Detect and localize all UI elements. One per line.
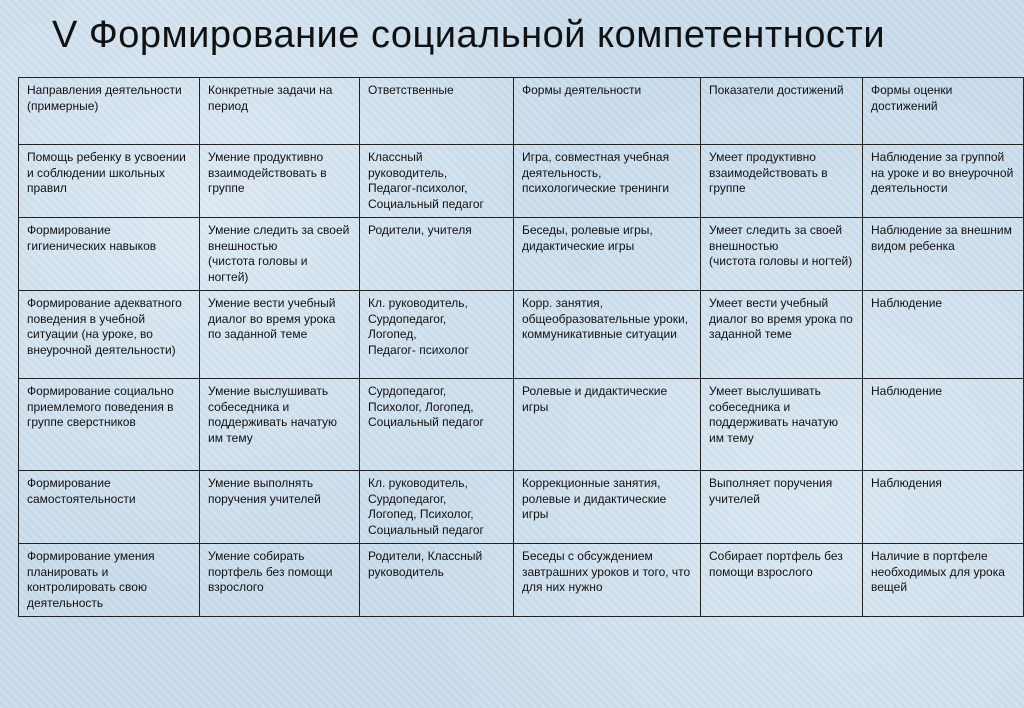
header-cell: Конкретные задачи на период: [200, 78, 360, 145]
table-cell: Наблюдения: [863, 471, 1024, 544]
table-header-row: [19, 78, 1024, 145]
table-cell: Умеет следить за своей внешностью (чистота головы и ногтей): [701, 218, 863, 291]
competence-table: [18, 77, 1024, 617]
table-cell: Формирование самостоятельности: [19, 471, 200, 544]
table-cell: Игра, совместная учебная деятельность, психологические тренинги: [514, 145, 701, 218]
table-row: [19, 145, 1024, 218]
table-cell: Умение выслушивать собеседника и поддерживать начатую им тему: [200, 379, 360, 471]
table-cell: Умение вести учебный диалог во время урока по заданной теме: [200, 291, 360, 379]
table-row: [19, 291, 1024, 379]
page-title: V Формирование социальной компетентности: [52, 14, 886, 56]
header-cell: Формы деятельности: [514, 78, 701, 145]
header-cell: Направления деятельности (примерные): [19, 78, 200, 145]
table-cell: Формирование адекватного поведения в учебной ситуации (на уроке, во внеурочной деятельности): [19, 291, 200, 379]
table-cell: Умение следить за своей внешностью (чистота головы и ногтей): [200, 218, 360, 291]
table-cell: Собирает портфель без помощи взрослого: [701, 544, 863, 617]
table-cell: Родители, учителя: [360, 218, 514, 291]
table-cell: Коррекционные занятия, ролевые и дидактические игры: [514, 471, 701, 544]
table-cell: Формирование умения планировать и контролировать свою деятельность: [19, 544, 200, 617]
table-cell: Классный руководитель, Педагог-психолог, Социальный педагог: [360, 145, 514, 218]
table-cell: Наличие в портфеле необходимых для урока вещей: [863, 544, 1024, 617]
table-cell: Сурдопедагог, Психолог, Логопед, Социальный педагог: [360, 379, 514, 471]
table-cell: Наблюдение за внешним видом ребенка: [863, 218, 1024, 291]
table-cell: Формирование социально приемлемого поведения в группе сверстников: [19, 379, 200, 471]
table-cell: Помощь ребенку в усвоении и соблюдении школьных правил: [19, 145, 200, 218]
table-row: [19, 471, 1024, 544]
table-cell: Умение собирать портфель без помощи взрослого: [200, 544, 360, 617]
table-cell: Беседы, ролевые игры, дидактические игры: [514, 218, 701, 291]
table-cell: Беседы с обсуждением завтрашних уроков и того, что для них нужно: [514, 544, 701, 617]
header-cell: Формы оценки достижений: [863, 78, 1024, 145]
header-cell: Показатели достижений: [701, 78, 863, 145]
table-cell: Умеет выслушивать собеседника и поддерживать начатую им тему: [701, 379, 863, 471]
table-cell: Формирование гигиенических навыков: [19, 218, 200, 291]
table-cell: Наблюдение: [863, 291, 1024, 379]
table-cell: Ролевые и дидактические игры: [514, 379, 701, 471]
table-row: [19, 218, 1024, 291]
table-cell: Родители, Классный руководитель: [360, 544, 514, 617]
table-cell: Умение выполнять поручения учителей: [200, 471, 360, 544]
table-cell: Выполняет поручения учителей: [701, 471, 863, 544]
table-row: [19, 379, 1024, 471]
table-cell: Наблюдение за группой на уроке и во внеурочной деятельности: [863, 145, 1024, 218]
table-cell: Умеет продуктивно взаимодействовать в группе: [701, 145, 863, 218]
table-cell: Наблюдение: [863, 379, 1024, 471]
table-cell: Корр. занятия, общеобразовательные уроки, коммуникативные ситуации: [514, 291, 701, 379]
table-cell: Кл. руководитель, Сурдопедагог, Логопед, Психолог, Социальный педагог: [360, 471, 514, 544]
table-cell: Кл. руководитель, Сурдопедагог, Логопед, Педагог- психолог: [360, 291, 514, 379]
header-cell: Ответственные: [360, 78, 514, 145]
table-cell: Умение продуктивно взаимодействовать в группе: [200, 145, 360, 218]
table-cell: Умеет вести учебный диалог во время урока по заданной теме: [701, 291, 863, 379]
table-row: [19, 544, 1024, 617]
